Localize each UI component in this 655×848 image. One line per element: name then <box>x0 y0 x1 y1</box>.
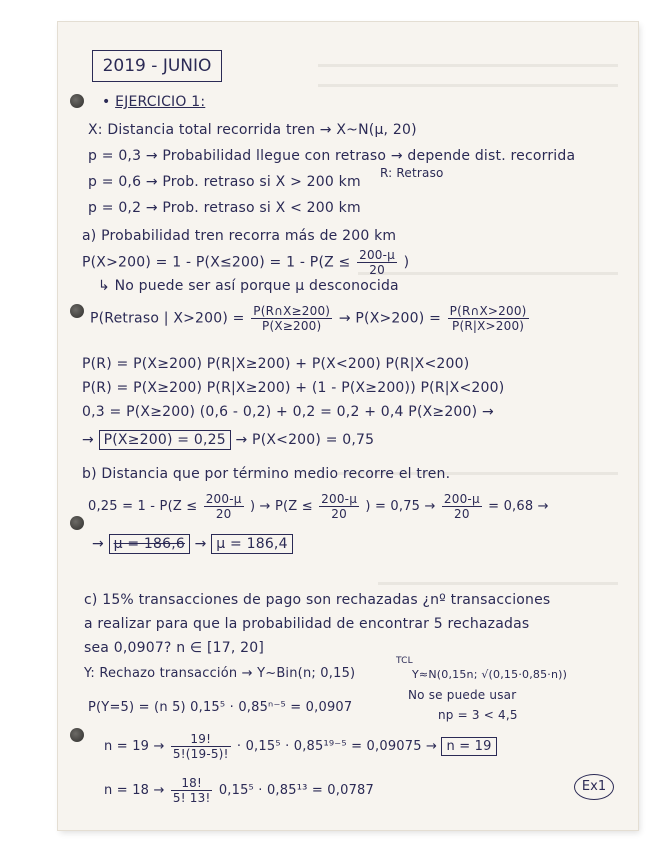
definition-line: p = 0,2 → Prob. retraso si X < 200 km <box>88 200 361 216</box>
fraction-numerator: 200-μ <box>359 248 396 262</box>
part-a-line1-left: P(X>200) = 1 - P(X≤200) = 1 - P(Z ≤ <box>82 254 351 271</box>
n18-calc <box>104 776 374 805</box>
arrow: → <box>92 536 104 552</box>
fraction-denominator: 5!(19-5)! <box>172 747 229 761</box>
exercise-heading-row: • EJERCICIO 1: <box>102 94 206 110</box>
boxed-result: n = 19 <box>441 737 496 756</box>
bayes-left: P(Retraso | X>200) = <box>90 310 245 327</box>
part-b-result <box>92 536 293 552</box>
definition-line: p = 0,6 → Prob. retraso si X > 200 km <box>88 174 361 190</box>
part-a-line1-right: ) <box>403 254 410 271</box>
part-b-equation <box>88 492 549 521</box>
fraction-numerator: 200-μ <box>443 492 480 506</box>
result-suffix: → P(X<200) = 0,75 <box>235 432 375 448</box>
punch-hole-icon <box>70 516 84 530</box>
fraction <box>171 732 231 761</box>
fraction <box>357 248 397 277</box>
fraction-denominator: 20 <box>454 507 470 521</box>
tcl-label: TCL <box>396 656 413 666</box>
fraction-numerator: 19! <box>171 732 231 747</box>
fraction-denominator: 5! 13! <box>172 791 211 805</box>
fraction-denominator: 20 <box>369 263 385 277</box>
fraction-denominator: 20 <box>331 507 347 521</box>
equation-part: n = 19 → <box>104 739 165 754</box>
tcl-note: No se puede usar <box>408 688 517 702</box>
part-c-question-line: c) 15% transacciones de pago son rechazadas ¿nº transacciones <box>84 592 551 608</box>
part-a-note: ↳ No puede ser así porque μ desconocida <box>98 278 399 294</box>
exercise-tag: Ex1 <box>574 774 614 800</box>
fraction-denominator: 20 <box>215 507 232 521</box>
fraction-numerator: 200-μ <box>321 492 358 506</box>
fraction-denominator: P(X≥200) <box>262 319 322 333</box>
fraction-numerator: P(R∩X≥200) <box>253 304 331 318</box>
exercise-heading: EJERCICIO 1: <box>115 94 206 110</box>
definition-line: p = 0,3 → Probabilidad llegue con retraso → depende dist. recorrida <box>88 148 576 164</box>
equation-part: ) → P(Z ≤ <box>249 499 313 514</box>
fraction <box>204 492 244 521</box>
total-probability-line: P(R) = P(X≥200) P(R|X≥200) + (1 - P(X≥200)) P(R|X<200) <box>82 380 505 396</box>
bayes-formula <box>90 304 531 333</box>
fraction-denominator: P(R|X>200) <box>452 319 525 333</box>
total-probability-line: 0,3 = P(X≥200) (0,6 - 0,2) + 0,2 = 0,2 + 0,4 P(X≥200) → <box>82 404 494 420</box>
equation-part: = 0,68 → <box>488 499 549 514</box>
part-a-result <box>82 432 374 448</box>
part-c-question-line: sea 0,0907? n ∈ [17, 20] <box>84 640 265 656</box>
n19-calc <box>104 732 497 761</box>
page-title: 2019 - JUNIO <box>92 50 222 82</box>
part-c-question-line: a realizar para que la probabilidad de encontrar 5 rechazadas <box>84 616 530 632</box>
notebook-page <box>58 22 638 830</box>
definition-note: R: Retraso <box>380 166 444 180</box>
tcl-approx: Y≈N(0,15n; √(0,15·0,85·n)) <box>412 668 568 681</box>
fraction-numerator: P(R∩X>200) <box>449 304 527 318</box>
equation-part: · 0,15⁵ · 0,85¹⁹⁻⁵ = 0,09075 → <box>236 739 438 754</box>
total-probability-line: P(R) = P(X≥200) P(R|X≥200) + P(X<200) P(R|X<200) <box>82 356 470 372</box>
punch-hole-icon <box>70 304 84 318</box>
tcl-condition: np = 3 < 4,5 <box>438 708 518 722</box>
bleed-through-line <box>318 64 618 67</box>
part-b-question: b) Distancia que por término medio recorre el tren. <box>82 466 451 482</box>
punch-hole-icon <box>70 94 84 108</box>
boxed-result: P(X≥200) = 0,25 <box>99 430 231 450</box>
punch-hole-icon <box>70 728 84 742</box>
part-c-variable: Y: Rechazo transacción → Y~Bin(n; 0,15) <box>84 666 356 681</box>
definition-line: X: Distancia total recorrida tren → X~N(μ, 20) <box>88 122 417 138</box>
part-a-question: a) Probabilidad tren recorra más de 200 km <box>82 228 397 244</box>
bayes-mid: → P(X>200) = <box>338 310 441 327</box>
arrow: → <box>194 536 207 552</box>
fraction-numerator: 200-μ <box>205 492 242 506</box>
fraction <box>448 304 529 333</box>
fraction <box>319 492 359 521</box>
fraction <box>171 776 213 805</box>
boxed-result: μ = 186,4 <box>211 534 292 554</box>
fraction <box>442 492 482 521</box>
equation-part: 0,25 = 1 - P(Z ≤ <box>88 499 198 514</box>
fraction <box>251 304 332 333</box>
binomial-pmf: P(Y=5) = (n 5) 0,15⁵ · 0,85ⁿ⁻⁵ = 0,0907 <box>88 700 353 715</box>
crossed-result: μ = 186,6 <box>109 534 190 554</box>
fraction-numerator: 18! <box>171 776 213 791</box>
bleed-through-line <box>378 582 618 585</box>
equation-part: 0,15⁵ · 0,85¹³ = 0,0787 <box>218 783 374 798</box>
equation-part: ) = 0,75 → <box>365 499 436 514</box>
part-a-line1 <box>82 248 409 277</box>
arrow: → <box>82 432 94 448</box>
bleed-through-line <box>318 84 618 87</box>
equation-part: n = 18 → <box>104 783 165 798</box>
